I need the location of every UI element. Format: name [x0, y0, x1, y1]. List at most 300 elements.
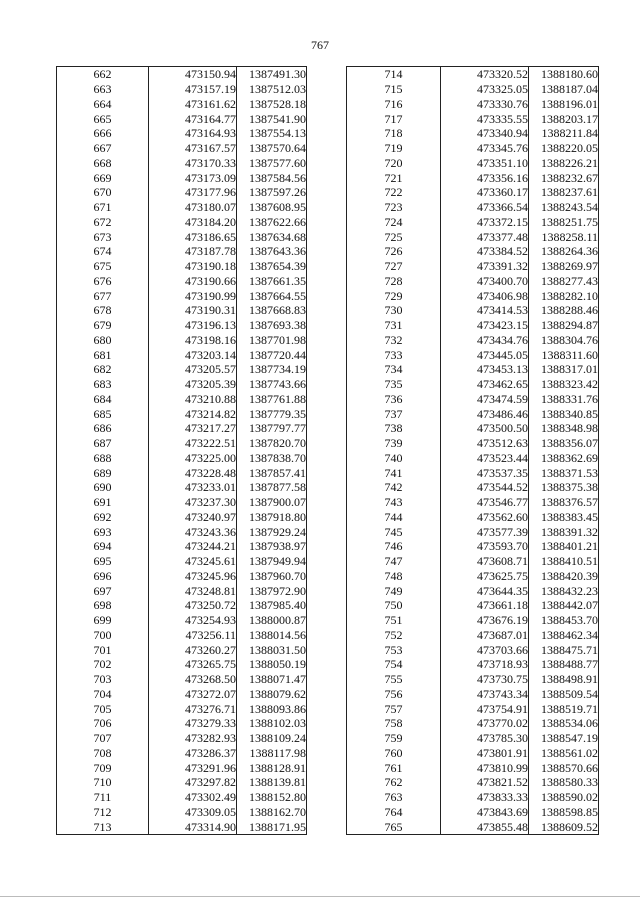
y-coordinate-cell: 1388139.81 — [237, 775, 307, 790]
y-coordinate-cell: 1387857.41 — [237, 465, 307, 480]
y-coordinate-cell: 1388109.24 — [237, 731, 307, 746]
point-number-cell: 677 — [57, 288, 149, 303]
point-number-cell: 730 — [347, 303, 441, 318]
x-coordinate-cell: 473297.82 — [149, 775, 237, 790]
point-number-cell: 740 — [347, 451, 441, 466]
table-row — [347, 333, 599, 348]
x-coordinate-cell: 473453.13 — [441, 362, 529, 377]
table-row — [57, 731, 307, 746]
point-number-cell: 695 — [57, 554, 149, 569]
x-coordinate-cell: 473214.82 — [149, 406, 237, 421]
x-coordinate-cell: 473198.16 — [149, 333, 237, 348]
table-row — [347, 303, 599, 318]
table-row — [57, 200, 307, 215]
x-coordinate-cell: 473196.13 — [149, 318, 237, 333]
point-number-cell: 694 — [57, 539, 149, 554]
point-number-cell: 746 — [347, 539, 441, 554]
point-number-cell: 757 — [347, 701, 441, 716]
y-coordinate-cell: 1388196.01 — [529, 97, 599, 112]
y-coordinate-cell: 1388187.04 — [529, 82, 599, 97]
point-number-cell: 726 — [347, 244, 441, 259]
y-coordinate-cell: 1388079.62 — [237, 687, 307, 702]
x-coordinate-cell: 473286.37 — [149, 746, 237, 761]
point-number-cell: 687 — [57, 436, 149, 451]
x-coordinate-cell: 473434.76 — [441, 333, 529, 348]
point-number-cell: 738 — [347, 421, 441, 436]
x-coordinate-cell: 473351.10 — [441, 156, 529, 171]
x-coordinate-cell: 473309.05 — [149, 805, 237, 820]
point-number-cell: 751 — [347, 613, 441, 628]
x-coordinate-cell: 473377.48 — [441, 229, 529, 244]
x-coordinate-cell: 473167.57 — [149, 141, 237, 156]
y-coordinate-cell: 1387664.55 — [237, 288, 307, 303]
point-number-cell: 717 — [347, 111, 441, 126]
point-number-cell: 670 — [57, 185, 149, 200]
point-number-cell: 721 — [347, 170, 441, 185]
table-row — [57, 421, 307, 436]
y-coordinate-cell: 1387949.94 — [237, 554, 307, 569]
x-coordinate-cell: 473205.57 — [149, 362, 237, 377]
point-number-cell: 732 — [347, 333, 441, 348]
x-coordinate-cell: 473282.93 — [149, 731, 237, 746]
y-coordinate-cell: 1387654.39 — [237, 259, 307, 274]
x-coordinate-cell: 473544.52 — [441, 480, 529, 495]
table-row — [347, 554, 599, 569]
point-number-cell: 710 — [57, 775, 149, 790]
x-coordinate-cell: 473190.99 — [149, 288, 237, 303]
x-coordinate-cell: 473268.50 — [149, 672, 237, 687]
y-coordinate-cell: 1387972.90 — [237, 583, 307, 598]
point-number-cell: 743 — [347, 495, 441, 510]
y-coordinate-cell: 1388000.87 — [237, 613, 307, 628]
x-coordinate-cell: 473228.48 — [149, 465, 237, 480]
y-coordinate-cell: 1388519.71 — [529, 701, 599, 716]
page-number: 767 — [311, 38, 329, 52]
x-coordinate-cell: 473676.19 — [441, 613, 529, 628]
table-row — [347, 67, 599, 82]
point-number-cell: 698 — [57, 598, 149, 613]
x-coordinate-cell: 473237.30 — [149, 495, 237, 510]
x-coordinate-cell: 473314.90 — [149, 819, 237, 834]
table-row — [347, 672, 599, 687]
point-number-cell: 688 — [57, 451, 149, 466]
x-coordinate-cell: 473233.01 — [149, 480, 237, 495]
x-coordinate-cell: 473562.60 — [441, 510, 529, 525]
point-number-cell: 667 — [57, 141, 149, 156]
table-row — [57, 598, 307, 613]
y-coordinate-cell: 1388547.19 — [529, 731, 599, 746]
y-coordinate-cell: 1388356.07 — [529, 436, 599, 451]
table-row — [57, 701, 307, 716]
x-coordinate-cell: 473325.05 — [441, 82, 529, 97]
y-coordinate-cell: 1387661.35 — [237, 274, 307, 289]
y-coordinate-cell: 1387584.56 — [237, 170, 307, 185]
y-coordinate-cell: 1388410.51 — [529, 554, 599, 569]
table-row — [57, 67, 307, 82]
y-coordinate-cell: 1388171.95 — [237, 819, 307, 834]
x-coordinate-cell: 473245.61 — [149, 554, 237, 569]
x-coordinate-cell: 473157.19 — [149, 82, 237, 97]
table-row — [57, 141, 307, 156]
table-row — [347, 510, 599, 525]
y-coordinate-cell: 1387797.77 — [237, 421, 307, 436]
point-number-cell: 742 — [347, 480, 441, 495]
y-coordinate-cell: 1387838.70 — [237, 451, 307, 466]
y-coordinate-cell: 1388561.02 — [529, 746, 599, 761]
table-row — [57, 583, 307, 598]
table-row — [57, 347, 307, 362]
x-coordinate-cell: 473265.75 — [149, 657, 237, 672]
x-coordinate-cell: 473391.32 — [441, 259, 529, 274]
table-row — [57, 687, 307, 702]
table-row — [57, 406, 307, 421]
table-row — [347, 716, 599, 731]
y-coordinate-cell: 1388432.23 — [529, 583, 599, 598]
y-coordinate-cell: 1388031.50 — [237, 642, 307, 657]
x-coordinate-cell: 473345.76 — [441, 141, 529, 156]
table-row — [57, 303, 307, 318]
y-coordinate-cell: 1388375.38 — [529, 480, 599, 495]
table-row — [57, 392, 307, 407]
point-number-cell: 669 — [57, 170, 149, 185]
point-number-cell: 755 — [347, 672, 441, 687]
table-row — [347, 480, 599, 495]
table-row — [347, 406, 599, 421]
table-row — [57, 259, 307, 274]
y-coordinate-cell: 1387643.36 — [237, 244, 307, 259]
table-row — [347, 141, 599, 156]
point-number-cell: 728 — [347, 274, 441, 289]
table-row — [57, 318, 307, 333]
point-number-cell: 693 — [57, 524, 149, 539]
table-row — [347, 97, 599, 112]
x-coordinate-cell: 473276.71 — [149, 701, 237, 716]
table-row — [57, 510, 307, 525]
y-coordinate-cell: 1388258.11 — [529, 229, 599, 244]
point-number-cell: 764 — [347, 805, 441, 820]
point-number-cell: 707 — [57, 731, 149, 746]
point-number-cell: 673 — [57, 229, 149, 244]
x-coordinate-cell: 473754.91 — [441, 701, 529, 716]
table-row — [57, 288, 307, 303]
table-row — [57, 819, 307, 834]
x-coordinate-cell: 473523.44 — [441, 451, 529, 466]
table-row — [57, 377, 307, 392]
x-coordinate-cell: 473254.93 — [149, 613, 237, 628]
y-coordinate-cell: 1388453.70 — [529, 613, 599, 628]
point-number-cell: 671 — [57, 200, 149, 215]
table-row — [57, 465, 307, 480]
table-row — [347, 185, 599, 200]
point-number-cell: 712 — [57, 805, 149, 820]
point-number-cell: 690 — [57, 480, 149, 495]
x-coordinate-cell: 473170.33 — [149, 156, 237, 171]
y-coordinate-cell: 1388162.70 — [237, 805, 307, 820]
table-row — [57, 539, 307, 554]
y-coordinate-cell: 1388498.91 — [529, 672, 599, 687]
x-coordinate-cell: 473225.00 — [149, 451, 237, 466]
table-row — [347, 524, 599, 539]
point-number-cell: 724 — [347, 215, 441, 230]
x-coordinate-cell: 473687.01 — [441, 628, 529, 643]
point-number-cell: 762 — [347, 775, 441, 790]
point-number-cell: 736 — [347, 392, 441, 407]
y-coordinate-cell: 1388580.33 — [529, 775, 599, 790]
x-coordinate-cell: 473366.54 — [441, 200, 529, 215]
y-coordinate-cell: 1388331.76 — [529, 392, 599, 407]
x-coordinate-cell: 473821.52 — [441, 775, 529, 790]
point-number-cell: 750 — [347, 598, 441, 613]
table-row — [347, 200, 599, 215]
point-number-cell: 761 — [347, 760, 441, 775]
y-coordinate-cell: 1387577.60 — [237, 156, 307, 171]
point-number-cell: 735 — [347, 377, 441, 392]
x-coordinate-cell: 473161.62 — [149, 97, 237, 112]
x-coordinate-cell: 473486.46 — [441, 406, 529, 421]
x-coordinate-cell: 473546.77 — [441, 495, 529, 510]
point-number-cell: 682 — [57, 362, 149, 377]
y-coordinate-cell: 1388288.46 — [529, 303, 599, 318]
table-row — [347, 215, 599, 230]
point-number-cell: 741 — [347, 465, 441, 480]
y-coordinate-cell: 1388488.77 — [529, 657, 599, 672]
point-number-cell: 686 — [57, 421, 149, 436]
y-coordinate-cell: 1388420.39 — [529, 569, 599, 584]
point-number-cell: 674 — [57, 244, 149, 259]
y-coordinate-cell: 1387622.66 — [237, 215, 307, 230]
point-number-cell: 744 — [347, 510, 441, 525]
table-row — [57, 642, 307, 657]
x-coordinate-cell: 473593.70 — [441, 539, 529, 554]
scan-edge-line — [0, 896, 640, 897]
x-coordinate-cell: 473718.93 — [441, 657, 529, 672]
x-coordinate-cell: 473164.93 — [149, 126, 237, 141]
y-coordinate-cell: 1388117.98 — [237, 746, 307, 761]
x-coordinate-cell: 473335.55 — [441, 111, 529, 126]
point-number-cell: 692 — [57, 510, 149, 525]
y-coordinate-cell: 1388203.17 — [529, 111, 599, 126]
x-coordinate-cell: 473330.76 — [441, 97, 529, 112]
y-coordinate-cell: 1388269.97 — [529, 259, 599, 274]
point-number-cell: 689 — [57, 465, 149, 480]
point-number-cell: 703 — [57, 672, 149, 687]
point-number-cell: 756 — [347, 687, 441, 702]
table-row — [347, 642, 599, 657]
table-row — [347, 274, 599, 289]
table-row — [57, 244, 307, 259]
table-row — [57, 436, 307, 451]
point-number-cell: 696 — [57, 569, 149, 584]
point-number-cell: 725 — [347, 229, 441, 244]
y-coordinate-cell: 1387820.70 — [237, 436, 307, 451]
point-number-cell: 716 — [347, 97, 441, 112]
point-number-cell: 758 — [347, 716, 441, 731]
point-number-cell: 760 — [347, 746, 441, 761]
table-row — [347, 229, 599, 244]
y-coordinate-cell: 1387554.13 — [237, 126, 307, 141]
table-row — [57, 746, 307, 761]
x-coordinate-cell: 473644.35 — [441, 583, 529, 598]
table-row — [347, 111, 599, 126]
y-coordinate-cell: 1388462.34 — [529, 628, 599, 643]
x-coordinate-cell: 473833.33 — [441, 790, 529, 805]
x-coordinate-cell: 473190.31 — [149, 303, 237, 318]
table-row — [57, 97, 307, 112]
table-row — [57, 628, 307, 643]
table-row — [57, 274, 307, 289]
x-coordinate-cell: 473414.53 — [441, 303, 529, 318]
y-coordinate-cell: 1388509.54 — [529, 687, 599, 702]
table-row — [57, 657, 307, 672]
point-number-cell: 664 — [57, 97, 149, 112]
table-row — [347, 156, 599, 171]
y-coordinate-cell: 1387734.19 — [237, 362, 307, 377]
y-coordinate-cell: 1388598.85 — [529, 805, 599, 820]
x-coordinate-cell: 473372.15 — [441, 215, 529, 230]
table-row — [57, 554, 307, 569]
point-number-cell: 684 — [57, 392, 149, 407]
table-row — [347, 628, 599, 643]
table-row — [57, 495, 307, 510]
x-coordinate-cell: 473210.88 — [149, 392, 237, 407]
x-coordinate-cell: 473400.70 — [441, 274, 529, 289]
table-row — [347, 377, 599, 392]
point-number-cell: 663 — [57, 82, 149, 97]
y-coordinate-cell: 1388232.67 — [529, 170, 599, 185]
x-coordinate-cell: 473164.77 — [149, 111, 237, 126]
x-coordinate-cell: 473703.66 — [441, 642, 529, 657]
point-number-cell: 714 — [347, 67, 441, 82]
x-coordinate-cell: 473810.99 — [441, 760, 529, 775]
point-number-cell: 683 — [57, 377, 149, 392]
table-row — [347, 613, 599, 628]
table-row — [347, 421, 599, 436]
table-row — [347, 805, 599, 820]
y-coordinate-cell: 1388102.03 — [237, 716, 307, 731]
table-row — [57, 333, 307, 348]
x-coordinate-cell: 473203.14 — [149, 347, 237, 362]
x-coordinate-cell: 473625.75 — [441, 569, 529, 584]
x-coordinate-cell: 473340.94 — [441, 126, 529, 141]
table-row — [57, 111, 307, 126]
y-coordinate-cell: 1387570.64 — [237, 141, 307, 156]
x-coordinate-cell: 473150.94 — [149, 67, 237, 82]
y-coordinate-cell: 1388304.76 — [529, 333, 599, 348]
y-coordinate-cell: 1388128.91 — [237, 760, 307, 775]
x-coordinate-cell: 473384.52 — [441, 244, 529, 259]
y-coordinate-cell: 1388371.53 — [529, 465, 599, 480]
y-coordinate-cell: 1387693.38 — [237, 318, 307, 333]
y-coordinate-cell: 1387491.30 — [237, 67, 307, 82]
x-coordinate-cell: 473245.96 — [149, 569, 237, 584]
point-number-cell: 731 — [347, 318, 441, 333]
point-number-cell: 720 — [347, 156, 441, 171]
table-row — [347, 259, 599, 274]
table-row — [347, 760, 599, 775]
x-coordinate-cell: 473279.33 — [149, 716, 237, 731]
table-row — [57, 613, 307, 628]
point-number-cell: 759 — [347, 731, 441, 746]
point-number-cell: 723 — [347, 200, 441, 215]
y-coordinate-cell: 1387608.95 — [237, 200, 307, 215]
y-coordinate-cell: 1388211.84 — [529, 126, 599, 141]
x-coordinate-cell: 473256.11 — [149, 628, 237, 643]
x-coordinate-cell: 473320.52 — [441, 67, 529, 82]
table-row — [347, 347, 599, 362]
y-coordinate-cell: 1388243.54 — [529, 200, 599, 215]
x-coordinate-cell: 473474.59 — [441, 392, 529, 407]
point-number-cell: 718 — [347, 126, 441, 141]
x-coordinate-cell: 473423.15 — [441, 318, 529, 333]
y-coordinate-cell: 1388391.32 — [529, 524, 599, 539]
x-coordinate-cell: 473250.72 — [149, 598, 237, 613]
table-row — [347, 583, 599, 598]
y-coordinate-cell: 1388071.47 — [237, 672, 307, 687]
point-number-cell: 748 — [347, 569, 441, 584]
x-coordinate-cell: 473205.39 — [149, 377, 237, 392]
x-coordinate-cell: 473577.39 — [441, 524, 529, 539]
x-coordinate-cell: 473801.91 — [441, 746, 529, 761]
point-number-cell: 704 — [57, 687, 149, 702]
coordinates-table-right — [346, 66, 599, 835]
x-coordinate-cell: 473302.49 — [149, 790, 237, 805]
point-number-cell: 722 — [347, 185, 441, 200]
table-row — [57, 775, 307, 790]
point-number-cell: 699 — [57, 613, 149, 628]
x-coordinate-cell: 473730.75 — [441, 672, 529, 687]
y-coordinate-cell: 1387779.35 — [237, 406, 307, 421]
table-row — [347, 436, 599, 451]
x-coordinate-cell: 473217.27 — [149, 421, 237, 436]
y-coordinate-cell: 1387634.68 — [237, 229, 307, 244]
point-number-cell: 739 — [347, 436, 441, 451]
y-coordinate-cell: 1387918.80 — [237, 510, 307, 525]
table-row — [57, 126, 307, 141]
x-coordinate-cell: 473512.63 — [441, 436, 529, 451]
y-coordinate-cell: 1387761.88 — [237, 392, 307, 407]
y-coordinate-cell: 1388282.10 — [529, 288, 599, 303]
point-number-cell: 679 — [57, 318, 149, 333]
table-row — [347, 746, 599, 761]
table-row — [57, 362, 307, 377]
point-number-cell: 705 — [57, 701, 149, 716]
x-coordinate-cell: 473248.81 — [149, 583, 237, 598]
x-coordinate-cell: 473186.65 — [149, 229, 237, 244]
x-coordinate-cell: 473291.96 — [149, 760, 237, 775]
y-coordinate-cell: 1387528.18 — [237, 97, 307, 112]
x-coordinate-cell: 473608.71 — [441, 554, 529, 569]
x-coordinate-cell: 473222.51 — [149, 436, 237, 451]
y-coordinate-cell: 1388277.43 — [529, 274, 599, 289]
x-coordinate-cell: 473184.20 — [149, 215, 237, 230]
table-row — [347, 790, 599, 805]
x-coordinate-cell: 473244.21 — [149, 539, 237, 554]
x-coordinate-cell: 473180.07 — [149, 200, 237, 215]
table-row — [57, 215, 307, 230]
table-row — [347, 687, 599, 702]
point-number-cell: 752 — [347, 628, 441, 643]
point-number-cell: 727 — [347, 259, 441, 274]
y-coordinate-cell: 1388264.36 — [529, 244, 599, 259]
y-coordinate-cell: 1388348.98 — [529, 421, 599, 436]
table-row — [57, 672, 307, 687]
point-number-cell: 662 — [57, 67, 149, 82]
point-number-cell: 719 — [347, 141, 441, 156]
y-coordinate-cell: 1387541.90 — [237, 111, 307, 126]
x-coordinate-cell: 473537.35 — [441, 465, 529, 480]
table-row — [57, 156, 307, 171]
y-coordinate-cell: 1387597.26 — [237, 185, 307, 200]
